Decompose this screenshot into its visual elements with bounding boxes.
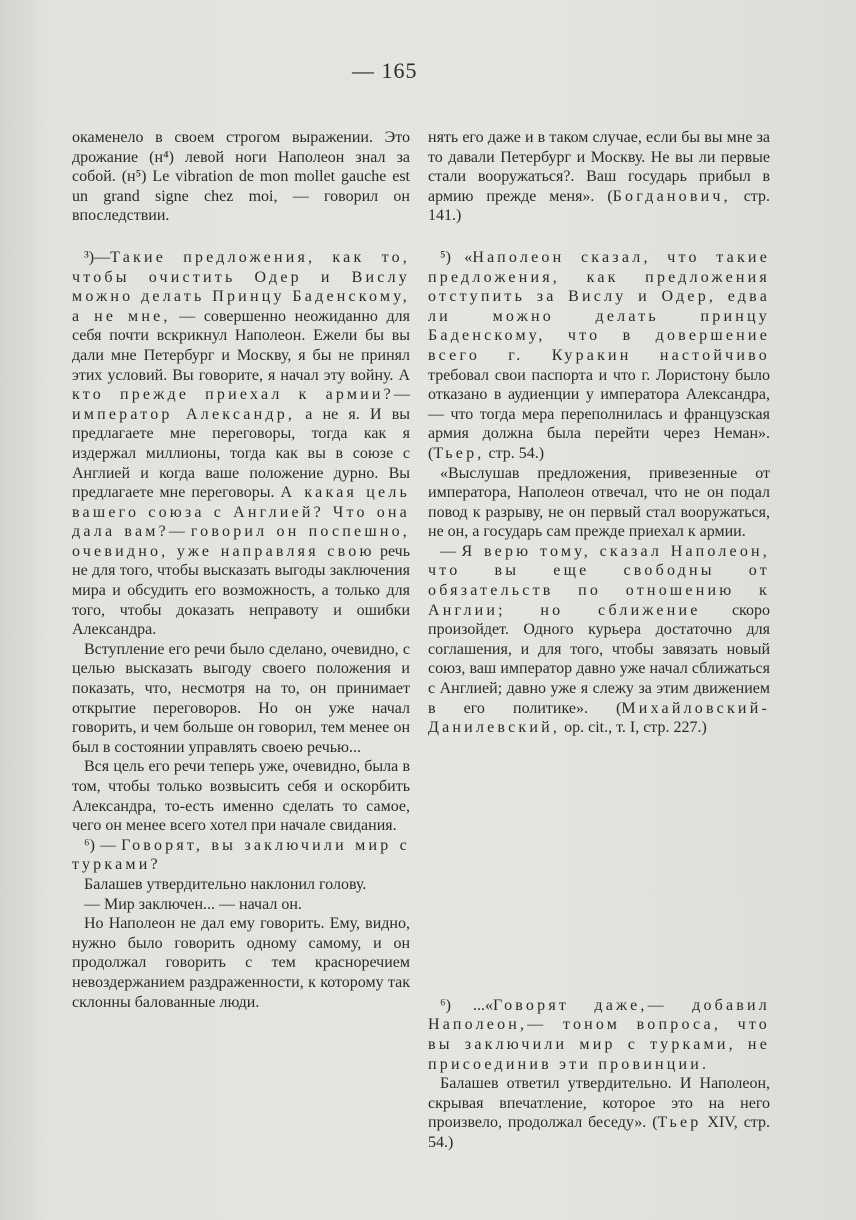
paragraph: «Выслушав предложения, привезенные от императора, Наполеон отвечал, что не он подал повод к разрыву, не он первый стал вооружаться, не он, а государь сам прежде приехал к армии. <box>428 464 770 541</box>
paragraph: окаменело в своем строгом выражении. Это дрожание (н⁴) левой ноги Наполеон знал за собой. (н⁵) Le vibration de mon mollet gauche est un grand signe chez moi, — говорил он впоследствии. <box>72 129 410 225</box>
paragraph: — Я верю тому, сказал Наполеон, что вы еще свободны от обязательств по отношению к Англии; но сближение скоро произойдет. Одного курьера достаточно для соглашения, и для того, чтобы завязать новый союз, ваш император давно уже начал сближаться с Англией; давно уже я слежу за этим движением в его политике». (Михайловский-Данилевский, op. cit., т. I, стр. 227.) <box>428 542 771 737</box>
footnote-6: ⁶) — Говорят, вы заключили мир с турками? <box>72 836 410 874</box>
footnote-6-right: ⁶) ...«Говорят даже,— добавил Наполеон,— тоном вопроса, что вы заключили мир с турками, не присоединив эти провинции. <box>428 996 770 1073</box>
paragraph: Вступление его речи было сделано, очевидно, с целью высказать выгоду своего положения и показать, что, несмотря на то, он принимает открытие переговоров. Но он уже начал говорить, и чем больше он говорил, тем менее он был в состоянии управлять своею речью... <box>72 640 410 756</box>
footnote-5: ⁵) «Наполеон сказал, что такие предложения, как предложения отступить за Вислу и Одер, едва ли можно делать принцу Баденскому, что в довершение всего г. Куракин настойчиво требовал свои паспорта и что г. Лористону было отказано в аудиенции у императора Александра,— что тогда мера переполнилась и французская армия должна была перейти через Неман». (Тьер, стр. 54.) <box>428 248 771 462</box>
footnote-3: ³)—Такие предложения, как то, чтобы очистить Одер и Вислу можно делать Принцу Баденскому, а не мне, — совершенно неожиданно для себя почти вскрикнул Наполеон. Ежели бы вы дали мне Петербург и Москву, я бы не принял этих условий. Вы говорите, я начал эту войну. А кто прежде приехал к армии?— император Александр, а не я. И вы предлагаете мне переговоры, тогда как я издержал миллионы, тогда как вы в союзе с Англией и когда ваше положение дурно. Вы предлагаете мне переговоры. А какая цель вашего союза с Англией? Что она дала вам?— говорил он поспешно, очевидно, уже направляя свою речь не для того, чтобы высказать выгоды заключения мира и обсудить его возможность, а только для того, чтобы доказать неправоту и ошибки Александра. <box>72 248 411 639</box>
paragraph: нять его даже и в таком случае, если бы вы мне за то давали Петербург и Москву. Не вы ли первые стали вооружаться?. Ваш государь прибыл в армию прежде меня». (Богданович, стр. 141.) <box>428 129 770 225</box>
paragraph: Балашев ответил утвердительно. И Наполеон, скрывая впечатление, которое это на него произвело, продолжал беседу». (Тьер XIV, стр. 54.) <box>428 1075 770 1151</box>
right-column <box>428 128 770 1153</box>
paragraph: Вся цель его речи теперь уже, очевидно, была в том, чтобы только возвысить себя и оскорбить Александра, то-есть именно сделать то самое, чего он менее всего хотел при начале свидания. <box>72 758 410 835</box>
paragraph: Но Наполеон не дал ему говорить. Ему, видно, нужно было говорить одному самому, и он продолжал говорить с тем красноречием невоздержанием раздраженности, к которому так склонны балованные люди. <box>72 915 410 1011</box>
paragraph: Балашев утвердительно наклонил голову. <box>84 875 367 893</box>
paragraph: — Мир заключен... — начал он. <box>84 895 302 913</box>
left-column <box>72 128 410 1012</box>
page-number: — 165 <box>352 58 418 83</box>
